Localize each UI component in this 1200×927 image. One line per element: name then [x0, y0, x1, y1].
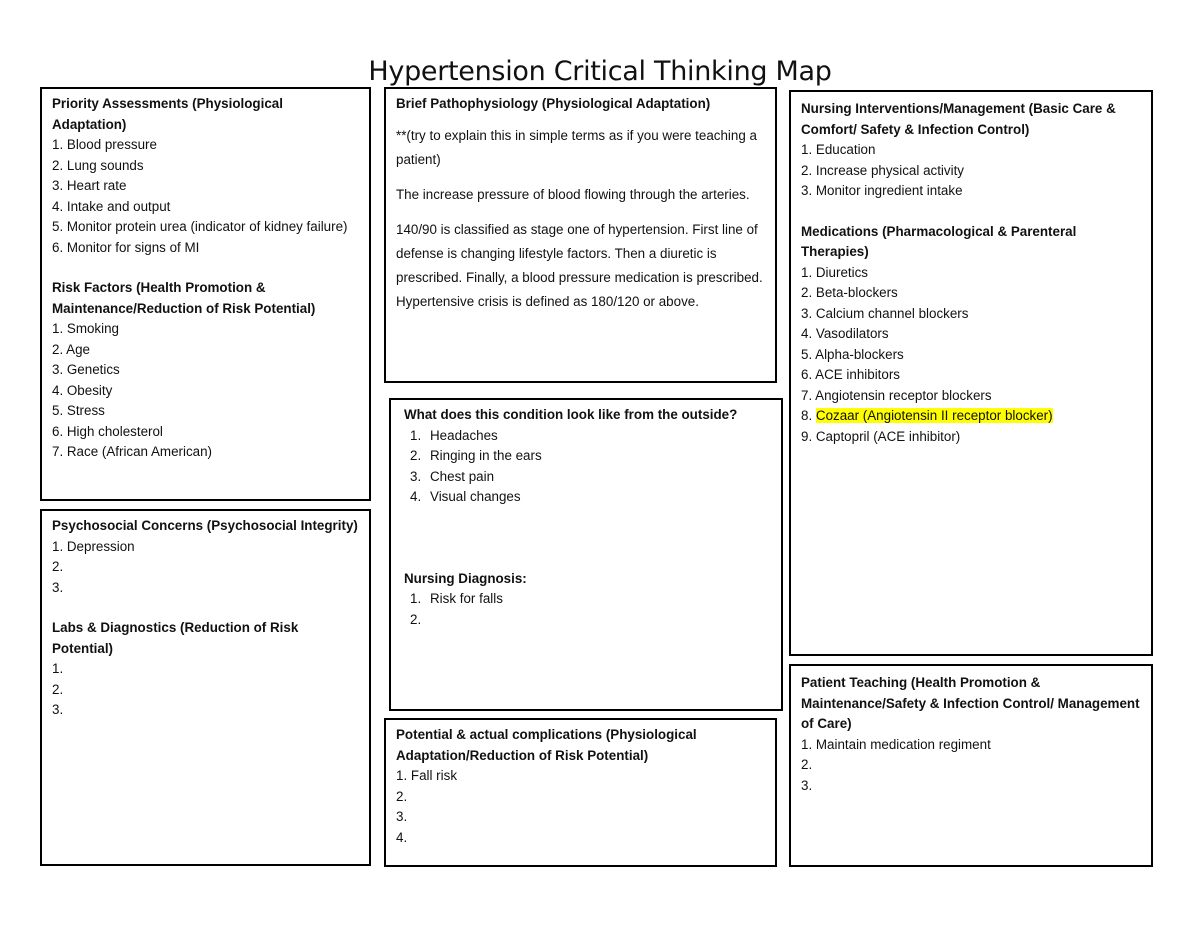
pathophysiology-paragraph-2: 140/90 is classified as stage one of hypertension. First line of defense is changing lifestyle factors. Then a diuretic is prescribed. Finally, a blood pressure medication is prescribed. Hypertensive crisis is defined as 180/120 or above.	[396, 221, 763, 309]
list-text: Headaches	[430, 427, 498, 443]
list-number: 3.	[410, 468, 422, 484]
list-item: 3. Heart rate	[52, 178, 127, 193]
list-item: 3. Monitor ingredient intake	[801, 183, 963, 198]
list-number: 2.	[410, 448, 422, 463]
list-item: 3.	[396, 809, 408, 824]
complications-heading: Potential & actual complications (Physiological Adaptation/Reduction of Risk Potential)	[396, 727, 697, 763]
list-item: 7. Race (African American)	[52, 444, 213, 459]
list-item: 3.	[52, 702, 64, 717]
list-item: 2. Beta-blockers	[801, 285, 898, 300]
list-text: Visual changes	[430, 489, 521, 504]
list-item	[404, 426, 771, 447]
list-item	[404, 487, 771, 508]
list-number: 2.	[410, 611, 422, 627]
psychosocial-box	[40, 509, 371, 866]
outside-appearance-heading: What does this condition look like from the outside?	[404, 407, 738, 422]
list-number: 8.	[801, 408, 813, 423]
complications-box	[384, 718, 777, 867]
priority-assessments-heading: Priority Assessments (Physiological Adaptation)	[52, 96, 283, 132]
page-title: Hypertension Critical Thinking Map	[368, 56, 832, 87]
nursing-diagnosis-heading: Nursing Diagnosis:	[404, 570, 527, 586]
list-item: 5. Monitor protein urea (indicator of kidney failure)	[52, 219, 348, 234]
risk-factors-heading: Risk Factors (Health Promotion & Maintenance/Reduction of Risk Potential)	[52, 280, 316, 316]
list-item: 4. Intake and output	[52, 198, 171, 214]
pathophysiology-note: **(try to explain this in simple terms as if you were teaching a patient)	[396, 127, 757, 167]
pathophysiology-heading: Brief Pathophysiology (Physiological Adaptation)	[396, 96, 711, 111]
list-item: 2. Age	[52, 341, 90, 357]
labs-heading: Labs & Diagnostics (Reduction of Risk Potential)	[52, 620, 299, 656]
list-item: 9. Captopril (ACE inhibitor)	[801, 428, 961, 444]
list-item: 1. Depression	[52, 538, 135, 554]
interventions-box	[789, 90, 1153, 656]
list-item: 3.	[52, 579, 64, 595]
list-number: 4.	[410, 489, 422, 504]
list-item: 1. Blood pressure	[52, 137, 157, 152]
list-item: 1. Education	[801, 142, 876, 157]
list-item: 6. ACE inhibitors	[801, 367, 900, 382]
list-item	[404, 446, 771, 467]
list-item-highlighted	[801, 406, 1141, 427]
list-item: 3.	[801, 777, 813, 793]
list-item: 4. Vasodilators	[801, 326, 889, 341]
list-item: 4.	[396, 829, 408, 845]
list-item: 5. Alpha-blockers	[801, 346, 904, 362]
pathophysiology-paragraph-1: The increase pressure of blood flowing through the arteries.	[396, 186, 750, 202]
list-item: 2. Lung sounds	[52, 157, 144, 173]
list-item: 7. Angiotensin receptor blockers	[801, 387, 992, 403]
list-item: 1. Smoking	[52, 321, 119, 336]
medications-heading: Medications (Pharmacological & Parenteral Therapies)	[801, 223, 1077, 259]
list-item	[404, 467, 771, 488]
list-number: 1.	[410, 591, 422, 606]
list-item: 5. Stress	[52, 403, 105, 418]
list-item	[404, 589, 771, 610]
list-item: 3. Genetics	[52, 362, 120, 377]
priority-assessments-box	[40, 87, 371, 501]
outside-appearance-box	[389, 398, 783, 711]
pathophysiology-box	[384, 87, 777, 383]
list-item: 2.	[801, 757, 813, 772]
list-item: 1. Diuretics	[801, 264, 868, 280]
list-item: 2. Increase physical activity	[801, 162, 964, 178]
list-item: 1. Fall risk	[396, 768, 458, 783]
list-item: 1. Maintain medication regiment	[801, 736, 991, 752]
list-item: 1.	[52, 661, 64, 676]
psychosocial-heading: Psychosocial Concerns (Psychosocial Integrity)	[52, 518, 358, 533]
interventions-heading: Nursing Interventions/Management (Basic Care & Comfort/ Safety & Infection Control)	[801, 101, 1116, 137]
list-item: 2.	[52, 681, 64, 697]
list-item: 2.	[396, 788, 408, 804]
list-item: 3. Calcium channel blockers	[801, 305, 969, 321]
list-item: 4. Obesity	[52, 382, 113, 398]
list-text: Risk for falls	[430, 591, 503, 606]
highlighted-text: Cozaar (Angiotensin II receptor blocker)	[815, 408, 1053, 423]
list-number: 1.	[410, 427, 422, 443]
list-text: Chest pain	[430, 468, 495, 484]
list-item: 6. High cholesterol	[52, 423, 163, 439]
list-item: 2.	[52, 559, 64, 574]
list-text: Ringing in the ears	[430, 448, 542, 463]
patient-teaching-heading: Patient Teaching (Health Promotion & Maintenance/Safety & Infection Control/ Management of Care)	[801, 675, 1140, 731]
patient-teaching-box	[789, 664, 1153, 867]
list-item: 6. Monitor for signs of MI	[52, 239, 200, 255]
